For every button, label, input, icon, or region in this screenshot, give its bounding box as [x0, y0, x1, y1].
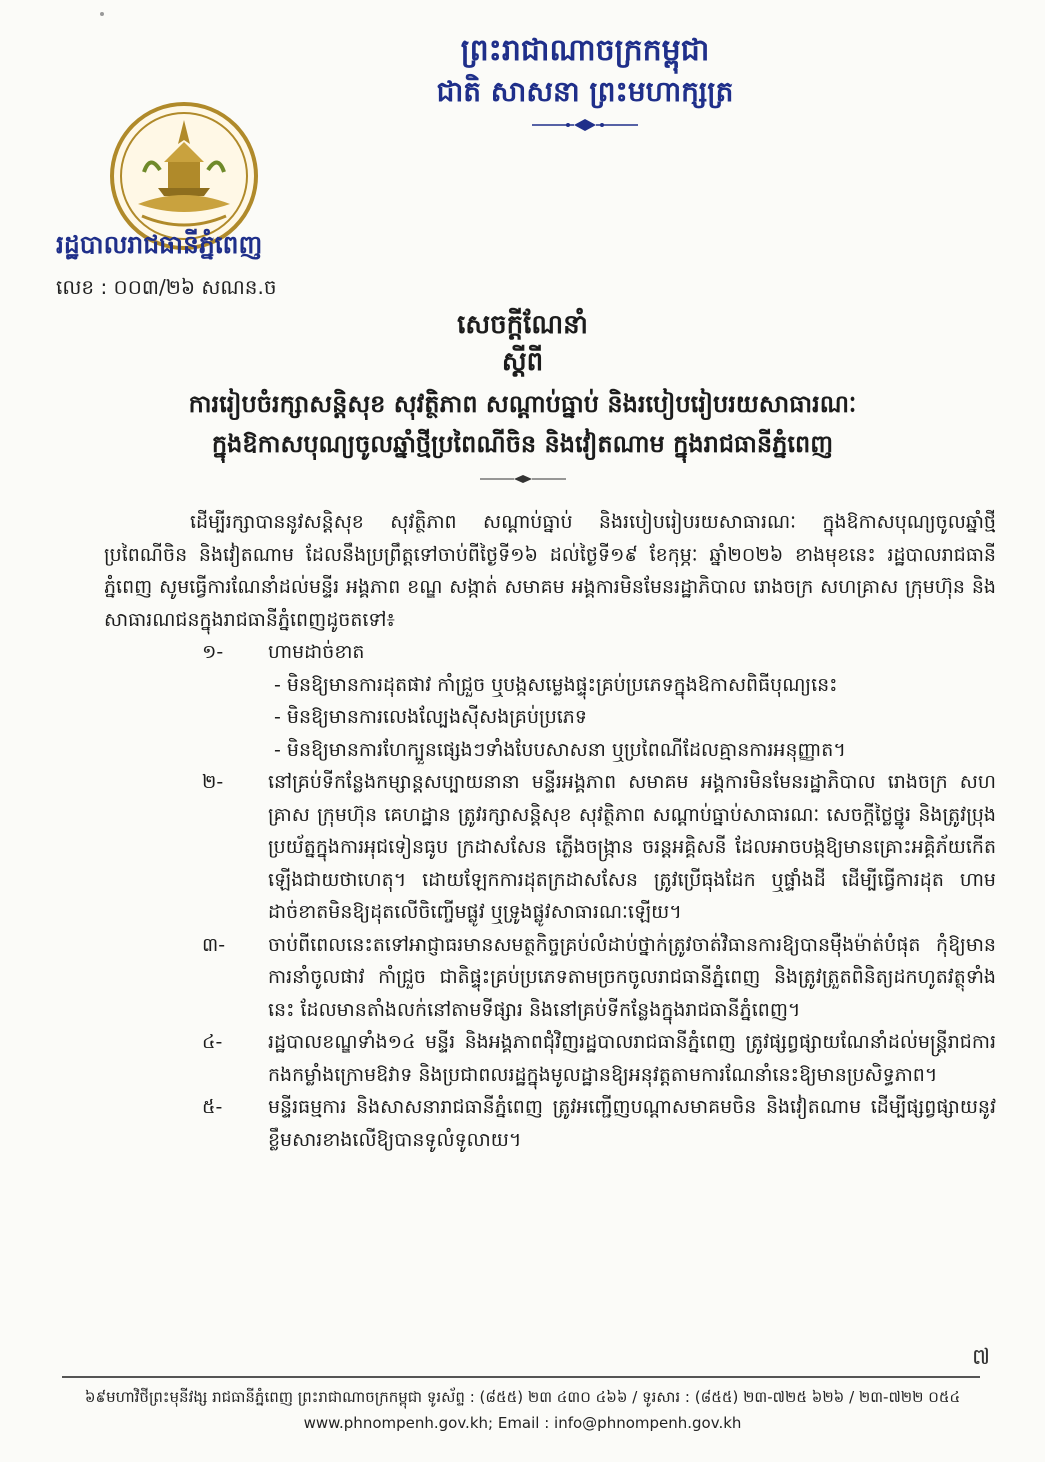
list-item [104, 1091, 996, 1156]
item-number: ៤- [202, 1031, 223, 1053]
kingdom-name: ព្រះរាជាណាចក្រកម្ពុជា [460, 33, 710, 68]
footer [0, 1384, 1045, 1436]
reference-number: លេខ : ០០៣/២៦ សណន.ច [56, 275, 277, 299]
bullet-item: - មិនឱ្យមានការដុតផាវ កាំជ្រួច ឬបង្កសម្លេងផ្ទុះគ្រប់ប្រភេទក្នុងឱកាសពិធីបុណ្យនេះ [274, 673, 838, 696]
item-text: ហាមដាច់ខាត [268, 641, 365, 663]
bullet-list [104, 669, 996, 767]
list-item [104, 636, 996, 669]
document-body [104, 506, 996, 1156]
item-number: ៣- [202, 933, 226, 956]
ornament-divider-icon [530, 118, 640, 132]
footer-address: ៦៩មហាវិថីព្រះមុនីវង្ស រាជធានីភ្នំពេញ ព្រះរាជាណាចក្រកម្ពុជា ទូរស័ព្ទ : (៨៥៥) ២៣ ៤៣០ ៤៦៦ / ទូរសារ : (៨៥៥) ២៣-៧២៥ ៦២៦ / ២៣-៧២២ ០៥៤ [84, 1388, 961, 1406]
footer-contact[interactable]: www.phnompenh.gov.kh; Email : info@phnompenh.gov.kh [303, 1414, 742, 1432]
bullet-item: - មិនឱ្យមានការហែក្បួនផ្សេងៗទាំងបែបសាសនា ឬប្រពៃណីដែលគ្មានការអនុញ្ញាត។ [274, 738, 846, 761]
list-item [104, 1026, 996, 1091]
intro-paragraph: ដើម្បីរក្សាបាននូវសន្តិសុខ សុវត្ថិភាព សណ្ដាប់ធ្នាប់ និងរបៀបរៀបរយសាធារណៈ ក្នុងឱកាសបុណ្យចូលឆ្នាំថ្មីប្រពៃណីចិន និងវៀតណាម ដែលនឹងប្រព្រឹត្តទៅចាប់ពីថ្ងៃទី១៦ ដល់ថ្ងៃទី១៩ ខែកុម្ភៈ ឆ្នាំ២០២៦ ខាងមុខនេះ រដ្ឋបាលរាជធានីភ្នំពេញ សូមធ្វើការណែនាំដល់មន្ទីរ អង្គភាព ខណ្ឌ សង្កាត់ សមាគម អង្គការមិនមែនរដ្ឋាភិបាល រោងចក្រ សហគ្រាស ក្រុមហ៊ុន និងសាធារណជនក្នុងរាជធានីភ្នំពេញដូចតទៅ៖ [104, 511, 996, 631]
item-number: ៥- [202, 1096, 223, 1118]
footer-divider [62, 1376, 980, 1378]
subject-line-1: ការរៀបចំរក្សាសន្ដិសុខ សុវត្ថិភាព សណ្ដាប់ធ្នាប់ និងរបៀបរៀបរយសាធារណៈ [188, 389, 857, 418]
title-divider-icon [478, 474, 568, 484]
list-item [104, 929, 996, 1027]
subject-line-2: ក្នុងឱកាសបុណ្យចូលឆ្នាំថ្មីប្រពៃណីចិន និងវៀតណាម ក្នុងរាជធានីភ្នំពេញ [211, 429, 834, 458]
issuing-authority: រដ្ឋបាលរាជធានីភ្នំពេញ [56, 230, 263, 259]
item-text: រដ្ឋបាលខណ្ឌទាំង១៤ មន្ទីរ និងអង្គភាពជុំវិញរដ្ឋបាលរាជធានីភ្នំពេញ ត្រូវផ្សព្វផ្សាយណែនាំដល់មន្ត្រីរាជការ កងកម្លាំងក្រោមឱវាទ និងប្រជាពលរដ្ឋក្នុងមូលដ្ឋានឱ្យអនុវត្តតាមការណែនាំនេះឱ្យមានប្រសិទ្ធភាព។ [268, 1031, 996, 1086]
item-number: ២- [202, 771, 224, 793]
item-text: មន្ទីរធម្មការ និងសាសនារាជធានីភ្នំពេញ ត្រូវអញ្ជើញបណ្ដាសមាគមចិន និងវៀតណាម ដើម្បីផ្សព្វផ្សាយនូវខ្លឹមសារខាងលើឱ្យបានទូលំទូលាយ។ [268, 1096, 996, 1151]
national-motto: ជាតិ សាសនា ព្រះមហាក្សត្រ [436, 75, 734, 108]
document-about: ស្ដីពី [501, 347, 544, 377]
document-titles [0, 306, 1045, 488]
corner-mark [100, 12, 104, 16]
item-number: ១- [202, 641, 224, 663]
item-text: ចាប់ពីពេលនេះតទៅអាជ្ញាធរមានសមត្ថកិច្ចគ្រប់លំដាប់ថ្នាក់ត្រូវចាត់វិធានការឱ្យបានម៉ឺងម៉ាត់បំផុត កុំឱ្យមានការនាំចូលផាវ កាំជ្រួច ជាតិផ្ទុះគ្រប់ប្រភេទតាមច្រកចូលរាជធានីភ្នំពេញ និងត្រូវត្រួតពិនិត្យដកហូតវត្ថុទាំងនេះ ដែលមានតាំងលក់នៅតាមទីផ្សារ និងនៅគ្រប់ទីកន្លែងក្នុងរាជធានីភ្នំពេញ។ [268, 933, 996, 1021]
item-text: នៅគ្រប់ទីកន្លែងកម្សាន្តសប្បាយនានា មន្ទីរអង្គភាព សមាគម អង្គការមិនមែនរដ្ឋាភិបាល រោងចក្រ សហគ្រាស ក្រុមហ៊ុន គេហដ្ឋាន ត្រូវរក្សាសន្តិសុខ សុវត្ថិភាព សណ្ដាប់ធ្នាប់សាធារណៈ សេចក្ដីថ្លៃថ្នូរ និងត្រូវប្រុងប្រយ័ត្នក្នុងការអុជទៀនធូប ក្រដាសសែន ភ្លើងចង្ក្រាន ចរន្តអគ្គិសនី ដែលអាចបង្កឱ្យមានគ្រោះអគ្គិភ័យកើតឡើងជាយថាហេតុ។ ដោយឡែកការដុតក្រដាសសែន ត្រូវប្រើធុងដែក ឬផ្ទាំងដី ដើម្បីធ្វើការដុត ហាមដាច់ខាតមិនឱ្យដុតលើចិញ្ចើមផ្លូវ ឬទ្រូងផ្លូវសាធារណៈឡើយ។ [268, 771, 996, 923]
kingdom-header [385, 30, 785, 136]
page-number: ៧ [972, 1345, 991, 1370]
list-item [104, 766, 996, 929]
document-type: សេចក្ដីណែនាំ [457, 310, 588, 340]
bullet-item: - មិនឱ្យមានការលេងល្បែងស៊ីសងគ្រប់ប្រភេទ [274, 706, 587, 728]
